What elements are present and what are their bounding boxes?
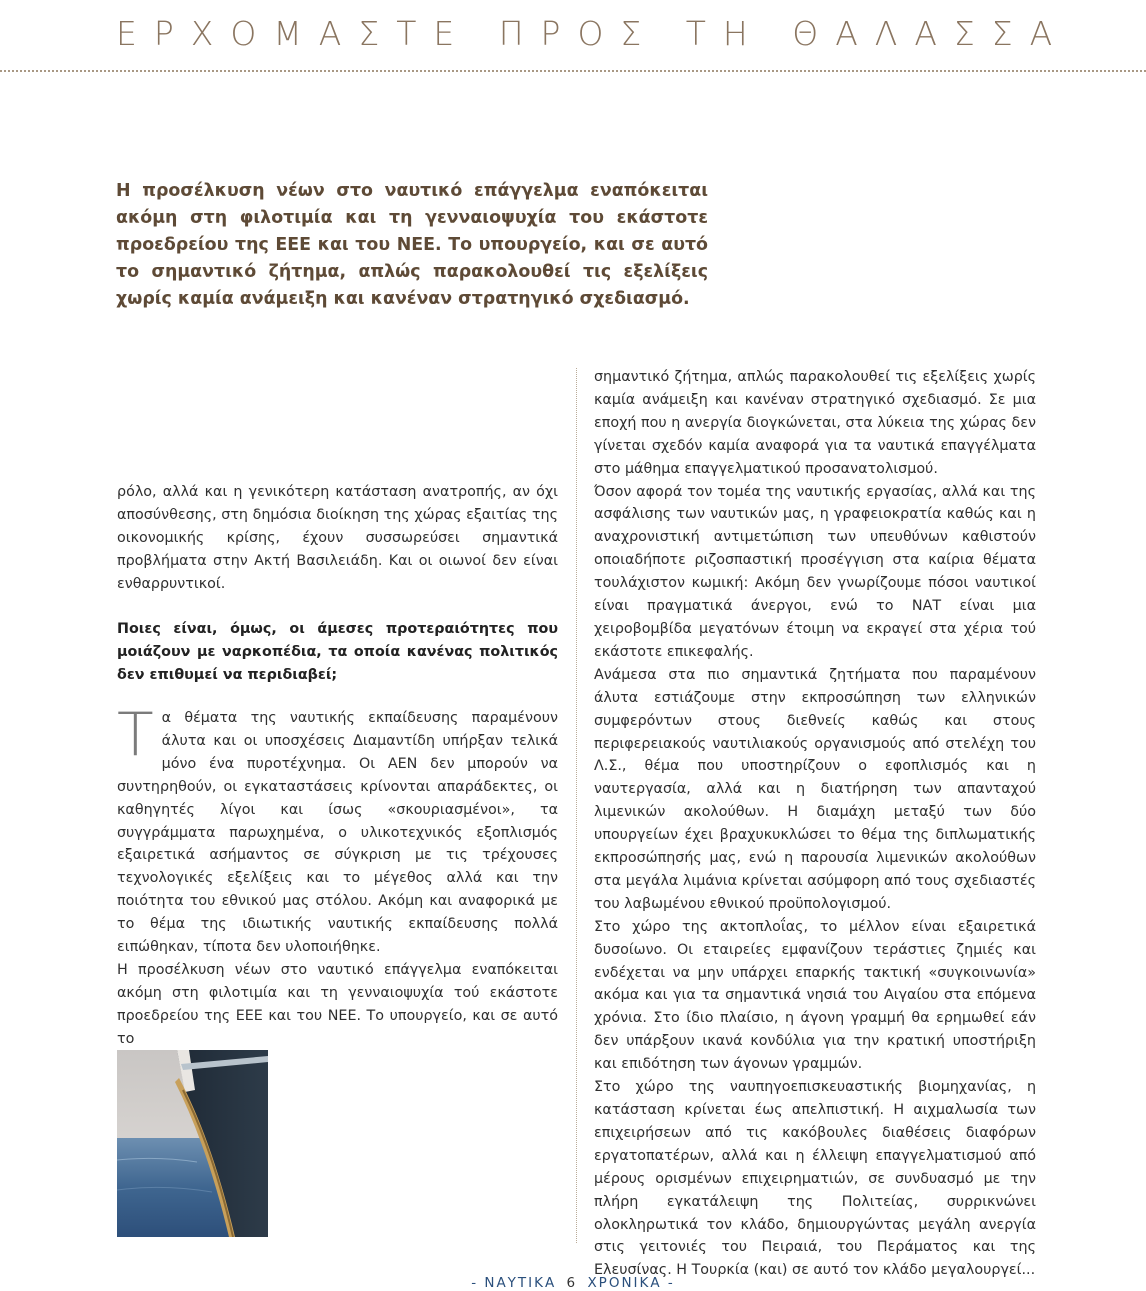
header-dotted-rule bbox=[0, 70, 1146, 72]
column-divider bbox=[576, 368, 577, 1243]
footer-prefix: - ΝΑΥΤΙΚΑ bbox=[471, 1275, 557, 1291]
footer-suffix: ΧΡΟΝΙΚΑ - bbox=[587, 1275, 675, 1291]
magazine-section-header: ΕΡΧΟΜΑΣΤΕ ΠΡΟΣ ΤΗ ΘΑΛΑΣΣΑ bbox=[116, 14, 1070, 53]
left-intro-paragraph: ρόλο, αλλά και η γενικότερη κατάσταση ανατροπής, αν όχι αποσύνθεσης, στη δημόσια διοίκηση της χώρας εξαιτίας της οικονομικής κρίσης, έχουν συσσωρεύσει σημαντικά προβλήματα στην Ακτή Βασιλειάδη. Και οι οιωνοί δεν είναι ενθαρρυντικοί. bbox=[117, 484, 558, 592]
left-body-paragraph-1-text: α θέματα της ναυτικής εκπαίδευσης παραμένουν άλυτα και οι υποσχέσεις Διαμαντίδη υπήρξαν τελικά μόνο ένα πυροτέχνημα. Οι ΑΕΝ δεν μπορούν να συντηρηθούν, οι εγκαταστάσεις κρίνονται απαράδεκτες, οι καθηγητές λίγοι και ίσως «σκουριασμένοι», τα συγγράμματα παρωχημένα, ο υλικοτεχνικός εξοπλισμός εξαιρετικά ασήμαντος σε σύγκριση με τις τρέχουσες τεχνολογικές εξελίξεις και το μέγεθος αλλά και την ποιότητα του εθνικού μας στόλου. Ακόμη και αναφορικά με το θέμα της ιδιωτικής ναυτικής εκπαίδευσης πολλά ειπώθηκαν, τίποτα δεν υλοποιήθηκε. bbox=[117, 710, 558, 956]
left-body-paragraph-2: Η προσέλκυση νέων στο ναυτικό επάγγελμα εναπόκειται ακόμη στη φιλοτιμία και τη γενναιοψυχία τού εκάστοτε προεδρείου της ΕΕΕ και του ΝΕΕ. Το υπουργείο, και σε αυτό το bbox=[117, 961, 558, 1047]
ship-photo-illustration bbox=[117, 1050, 268, 1237]
right-paragraph-4: Στο χώρο της ακτοπλοΐας, το μέλλον είναι εξαιρετικά δυσοίωνο. Οι εταιρείες εμφανίζουν τεράστιες ζημιές και ενδέχεται να μην υπάρχει επαρκής τακτική «συγκοινωνία» ακόμα και για τα σημαντικά νησιά του Αιγαίου στα επόμενα χρόνια. Στο ίδιο πλαίσιο, η άγονη γραμμή θα ερημωθεί εάν δεν υπάρξουν ικανά κονδύλια για την κρατική υποστήριξη και επιδότηση των άγονων γραμμών. bbox=[594, 918, 1036, 1073]
right-paragraph-1: σημαντικό ζήτημα, απλώς παρακολουθεί τις εξελίξεις χωρίς καμία ανάμειξη και κανέναν στρατηγικό σχεδιασμό. Σε μια εποχή που η ανεργία διογκώνεται, στα λύκεια της χώρας δεν γίνεται σχεδόν καμία αναφορά για τα ναυτικά επαγγέλματα στο μάθημα επαγγελματικού προσανατολισμού. bbox=[594, 369, 1036, 477]
left-column-intro bbox=[117, 481, 558, 596]
page-number: 6 bbox=[566, 1275, 578, 1291]
lead-paragraph: Η προσέλκυση νέων στο ναυτικό επάγγελμα εναπόκειται ακόμη στη φιλοτιμία και τη γενναιοψυχία του εκάστοτε προεδρείου της ΕΕΕ και του ΝΕΕ. Το υπουργείο, και σε αυτό το σημαντικό ζήτημα, απλώς παρακολουθεί τις εξελίξεις χωρίς καμία ανάμειξη και κανέναν στρατηγικό σχεδιασμό. bbox=[116, 181, 708, 309]
right-paragraph-5: Στο χώρο της ναυπηγοεπισκευαστικής βιομηχανίας, η κατάσταση κρίνεται έως απελπιστική. Η αιχμαλωσία των επιχειρήσεων από τις κακόβουλες διαθέσεις διαφόρων εργατοπατέρων, αλλά και η έλλειψη επαγγελματισμού από μέρους ορισμένων επιχειρηματιών, σε συνδυασμό με την πλήρη εγκατάλειψη της Πολιτείας, συρρικνώνει ολοκληρωτικά τον κλάδο, δημιουργώντας μεγάλη ανεργία στις γειτονιές του Πειραιά, του Περάματος και της Ελευσίνας. Η Τουρκία (και) σε αυτό τον κλάδο μεγαλουργεί... bbox=[594, 1079, 1036, 1279]
page-footer bbox=[0, 1275, 1146, 1291]
right-paragraph-2: Όσον αφορά τον τομέα της ναυτικής εργασίας, αλλά και της ασφάλισης των ναυτικών μας, η γραφειοκρατία καθώς και η αναχρονιστική αντιμετώπιση των υπευθύνων καθιστούν οποιαδήποτε ριζοσπαστική προσέγγιση στα καίρια θέματα τουλάχιστον κωμική: Ακόμη δεν γνωρίζουμε πόσοι ναυτικοί είναι πραγματικά άνεργοι, ενώ το ΝΑΤ είναι μια χειροβομβίδα μεγατόνων έτοιμη να εκραγεί στα χέρια τού εκάστοτε επικεφαλής. bbox=[594, 483, 1036, 660]
left-column-body bbox=[117, 700, 558, 1051]
left-body-paragraph-1 bbox=[117, 700, 558, 959]
question-subheading: Ποιες είναι, όμως, οι άμεσες προτεραιότητες που μοιάζουν με ναρκοπέδια, τα οποία κανένας πολιτικός δεν επιθυμεί να περιδιαβεί; bbox=[117, 621, 558, 683]
ship-hull-sea-photo bbox=[117, 1050, 268, 1237]
right-paragraph-3: Ανάμεσα στα πιο σημαντικά ζητήματα που παραμένουν άλυτα εστιάζουμε στην εκπροσώπηση των ελληνικών συμφερόντων στους διεθνείς καθώς και στους περιφερειακούς ναυτιλιακούς οργανισμούς από στελέχη του Λ.Σ., θέμα που υποστηρίζουν ο εφοπλισμός και η ναυτεργασία, αλλά και η διατήρηση των απανταχού λιμενικών ακολούθων. Η διαμάχη μεταξύ των δύο υπουργείων έχει βραχυκυκλώσει το θέμα της διπλωματικής εκπροσώπησής μας, ενώ η παρουσία λιμενικών ακολούθων στα μεγάλα λιμάνια κρίνεται ασύμφορη από τους σχεδιαστές του λαβωμένου εθνικού προϋπολογισμού. bbox=[594, 666, 1036, 912]
dropcap-letter: Τ bbox=[117, 700, 154, 770]
right-column bbox=[594, 366, 1036, 1282]
